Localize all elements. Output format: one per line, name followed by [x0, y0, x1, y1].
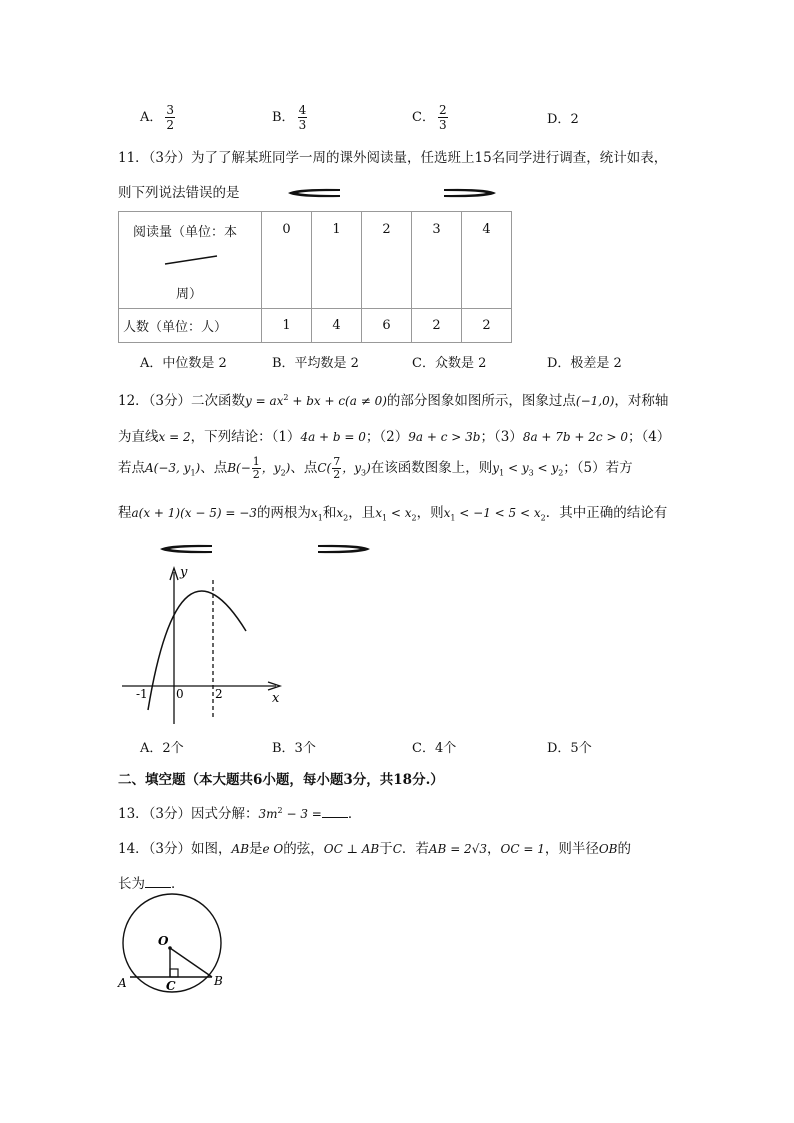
q12-option-a: A．2个 — [140, 741, 184, 756]
option-letter: B． — [272, 110, 295, 125]
x-axis-label: x — [272, 691, 280, 706]
q11-option-b: B．平均数是 2 — [272, 356, 359, 371]
table-cell: 2 — [412, 309, 462, 343]
q12-line4: 程a(x + 1)(x − 5) = −3的两根为$x_1$和$x_2$，且$x_1 < x_2$，则$x_1 < -1 < 5 < x_2$．其中正确的结论有 — [118, 505, 668, 523]
q10-option-c — [412, 103, 448, 132]
formula: 9a + c > 3b — [408, 430, 481, 444]
tick-label-0: 0 — [176, 687, 184, 701]
table-cell: 1 — [262, 309, 312, 343]
table-cell: 2 — [362, 212, 412, 309]
option-letter: C． — [412, 110, 435, 125]
label-b: B — [214, 974, 223, 988]
answer-blank[interactable] — [145, 876, 171, 888]
formula: AB = 2√3 — [428, 842, 487, 856]
q12-line2: 为直线x = 2，下列结论：（1）4a + b = 0；（2）9a + c > 3b；（3）8a + 7b + 2c > 0；（4） — [118, 429, 671, 445]
q14-line2: 长为 ． — [118, 876, 185, 892]
table-cell: 4 — [312, 309, 362, 343]
answer-blank[interactable] — [322, 806, 348, 818]
q10-option-d: D．2 — [547, 112, 579, 127]
formula: x = 2 — [158, 430, 191, 444]
label-o: O — [158, 934, 169, 948]
header-top: 阅读量（单位：本 — [133, 225, 238, 240]
formula: OC ⊥ AB — [323, 842, 380, 856]
formula: e O — [262, 842, 284, 856]
q11-line1: 11．（3分）为了了解某班同学一周的课外阅读量，任选班上15名同学进行调查，统计如表， — [118, 150, 668, 166]
formula: $x_1 < -1 < 5 < x_2$ — [443, 506, 546, 523]
q13-line: 13．（3分）因式分解：$3m^2 - 3$ = ． — [118, 806, 362, 822]
table-row — [119, 212, 512, 309]
table-row-label: 人数（单位：人） — [119, 309, 262, 343]
q10-option-a — [140, 103, 175, 132]
formula: 8a + 7b + 2c > 0 — [522, 430, 628, 444]
formula: $x_2$ — [336, 506, 349, 523]
formula: $x_1 < x_2$ — [375, 506, 417, 523]
header-bottom: 周） — [176, 287, 203, 302]
answer-bracket-right-icon — [316, 543, 372, 555]
fraction: $\frac{2}{3}$ — [438, 103, 447, 132]
formula: B(− $\frac{1}{2}$ ，$y_2$) — [227, 455, 291, 481]
formula: 4a + b = 0 — [300, 430, 366, 444]
right-angle-mark — [170, 969, 178, 977]
fraction: $\frac{3}{2}$ — [166, 103, 175, 132]
formula: a(x + 1)(x − 5) = −3 — [131, 506, 257, 520]
section-heading: 二、填空题（本大题共6小题，每小题3分，共18分.） — [118, 772, 444, 788]
table-cell: 3 — [412, 212, 462, 309]
formula: OB — [598, 842, 618, 856]
circle-figure — [112, 893, 236, 999]
formula: $y = ax^2$ + bx + c(a ≠ 0) — [245, 393, 387, 408]
y-axis-label: y — [180, 565, 188, 580]
formula: OC = 1 — [500, 842, 545, 856]
segment-ob — [170, 948, 212, 977]
table-cell: 2 — [462, 309, 512, 343]
label-a: A — [118, 976, 127, 990]
label-c: C — [166, 979, 176, 993]
table-row — [119, 309, 512, 343]
table-cell: 1 — [312, 212, 362, 309]
q12-option-d: D．5个 — [547, 741, 592, 756]
table-header-cell — [119, 212, 262, 309]
q11-line2: 则下列说法错误的是 — [118, 185, 240, 201]
q11-option-d: D．极差是 2 — [547, 356, 622, 371]
answer-bracket-left-icon — [158, 543, 214, 555]
answer-bracket-right-icon — [442, 187, 498, 199]
header-slash — [163, 254, 219, 266]
formula: AB — [231, 842, 250, 856]
table-cell: 0 — [262, 212, 312, 309]
parabola-curve — [148, 591, 246, 710]
q10-option-b — [272, 103, 307, 132]
formula: A(−3, $y_1$) — [145, 461, 201, 478]
option-letter: A． — [140, 110, 163, 125]
fraction: $\frac{4}{3}$ — [298, 103, 307, 132]
q11-option-c: C．众数是 2 — [412, 356, 487, 371]
q12-line3: 若点A(−3, $y_1$)、点B(− $\frac{1}{2}$ ，$y_2$)、点C( $\frac{7}{2}$ ，$y_3$)在该函数图象上，则$y_1 < y_3 < y_2$；（5）若方 — [118, 455, 633, 481]
formula: $x_1$ — [310, 506, 323, 523]
tick-label-neg1: -1 — [136, 687, 148, 701]
answer-bracket-left-icon — [286, 187, 342, 199]
q12-line1: 12．（3分）二次函数$y = ax^2$ + bx + c(a ≠ 0)的部分图象如图所示，图象过点(−1,0)，对称轴 — [118, 393, 669, 409]
formula: $3m^2 - 3$ = — [258, 806, 322, 821]
table-cell: 6 — [362, 309, 412, 343]
formula: $y_1 < y_3 < y_2$ — [492, 461, 564, 478]
formula: (−1,0) — [575, 394, 615, 408]
table-cell: 4 — [462, 212, 512, 309]
reading-table — [118, 211, 512, 343]
q14-line1: 14．（3分）如图，AB是e O的弦，OC ⊥ AB于C．若AB = 2√3，OC = 1，则半径OB的 — [118, 841, 631, 857]
formula: C — [392, 842, 402, 856]
q12-option-b: B．3个 — [272, 741, 316, 756]
tick-label-2: 2 — [215, 687, 223, 701]
center-dot — [168, 946, 172, 950]
formula: C( $\frac{7}{2}$ ，$y_3$) — [317, 455, 371, 481]
q12-option-c: C．4个 — [412, 741, 457, 756]
parabola-graph — [118, 560, 288, 730]
q11-option-a: A．中位数是 2 — [140, 356, 227, 371]
